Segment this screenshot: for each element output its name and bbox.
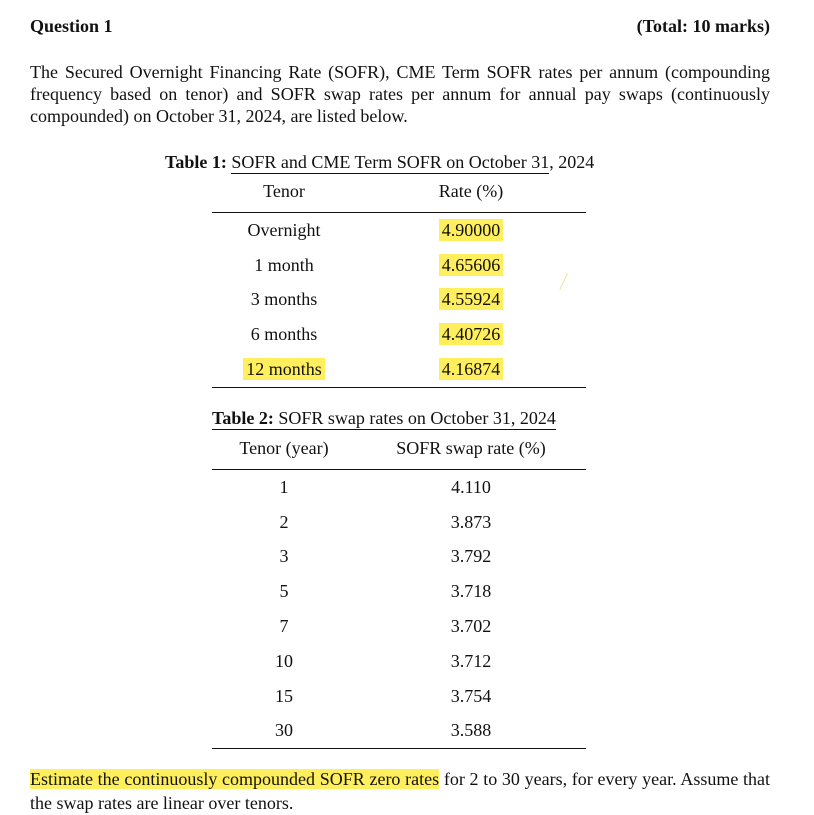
footer-highlight: Estimate the continuously compounded SOFR zero rates [30,769,440,789]
table2-rate: 3.712 [450,650,492,671]
table1-header-rate: Rate (%) [438,181,504,201]
table1-rate: 4.40726 [439,323,504,345]
table2-tenor: 15 [275,685,293,706]
table-row [212,505,586,540]
table-row [212,283,586,318]
table-row [212,574,586,609]
table1-tenor: Overnight [247,219,321,240]
table2-rate: 3.873 [450,511,492,532]
table-row [212,714,586,749]
table1-rate: 4.65606 [439,254,504,276]
table1-header-tenor: Tenor [263,181,305,201]
table1-tenor: 3 months [250,289,318,310]
table1-label: Table 1: [165,152,227,172]
table1-caption [165,152,594,173]
table2-rate: 3.718 [450,581,492,602]
table1-rate: 4.90000 [439,219,504,241]
table2-header-row [212,438,586,470]
table1-tenor: 1 month [254,254,314,275]
question-marks: (Total: 10 marks) [636,16,770,36]
table1-tenor: 6 months [250,324,318,345]
table1-tenor: 12 months [243,358,325,380]
table-row [212,470,586,505]
table2-header-rate: SOFR swap rate (%) [396,438,546,458]
intro-paragraph: The Secured Overnight Financing Rate (SOFR), CME Term SOFR rates per annum (compounding frequency based on tenor) and SOFR swap rates per annum for annual pay swaps (continuously compounded) on October 31, 2024, are listed below. [30,62,770,126]
table2-tenor: 2 [279,511,289,532]
table1-rate: 4.55924 [439,288,504,310]
table1-rate: 4.16874 [439,358,504,380]
table1-header-row [212,181,586,213]
table-row [212,644,586,679]
table1 [212,181,586,388]
table2-tenor: 3 [279,546,289,567]
table-row [212,248,586,283]
footer-instruction [30,767,770,815]
table1-title-tail: , 2024 [549,152,595,172]
table-row [212,540,586,575]
table2-tenor: 7 [279,616,289,637]
table-row [212,213,586,248]
table2-tenor: 30 [275,720,293,741]
table-row [212,679,586,714]
table2-rate: 4.110 [451,476,491,497]
question-header [30,16,770,40]
table2-rate: 3.702 [450,616,492,637]
table2-label: Table 2: [212,408,274,428]
table2-rate: 3.754 [450,685,492,706]
table-row [212,317,586,352]
table2-rate: 3.588 [450,720,492,741]
table2-tenor: 10 [275,650,293,671]
table2 [212,438,586,749]
footer-rest: for 2 to 30 years, for every year. Assume that the swap rates are linear over tenors. [30,769,771,813]
table2-caption [212,408,556,429]
table2-tenor: 1 [279,476,289,497]
question-title: Question 1 [30,16,113,36]
table2-header-tenor: Tenor (year) [239,438,329,458]
table1-title: SOFR and CME Term SOFR on October 31 [231,152,550,172]
table2-rate: 3.792 [450,546,492,567]
table2-title: SOFR swap rates on October 31, 2024 [278,408,556,428]
table-row [212,609,586,644]
table2-tenor: 5 [279,581,289,602]
table-row [212,352,586,387]
